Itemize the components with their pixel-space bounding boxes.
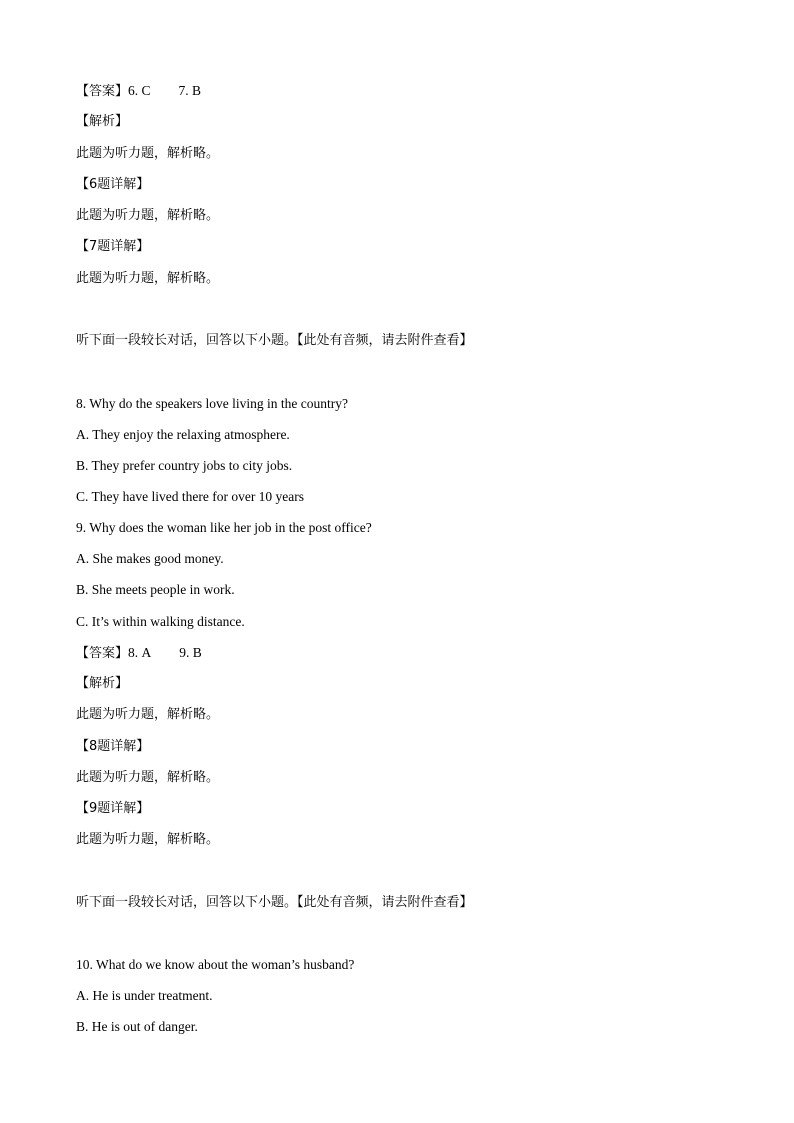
question-8: 8. Why do the speakers love living in the country? [76, 396, 348, 411]
detail-7-text: 此题为听力题，解析略。 [76, 271, 220, 286]
answer-line-8-9 [76, 644, 202, 663]
answer-8: 8. A [128, 645, 152, 660]
detail-8-label: 【8题详解】 [76, 739, 150, 754]
answer-line-6-7 [76, 82, 201, 101]
detail-9-label: 【9题详解】 [76, 801, 150, 816]
detail-7-label: 【7题详解】 [76, 239, 150, 254]
question-10-option-b: B. He is out of danger. [76, 1019, 198, 1034]
analysis-text-2: 此题为听力题，解析略。 [76, 707, 220, 722]
question-9-option-c: C. It’s within walking distance. [76, 614, 245, 629]
question-9-option-b: B. She meets people in work. [76, 582, 235, 597]
analysis-label-1: 【解析】 [76, 114, 129, 129]
question-9-option-a: A. She makes good money. [76, 551, 224, 566]
question-8-option-b: B. They prefer country jobs to city jobs. [76, 458, 293, 473]
analysis-label-2: 【解析】 [76, 676, 129, 691]
detail-6-text: 此题为听力题，解析略。 [76, 208, 220, 223]
listening-instruction-2: 听下面一段较长对话，回答以下小题。【此处有音频，请去附件查看】 [76, 895, 473, 910]
answer-label: 【答案】 [76, 646, 129, 661]
listening-instruction-1: 听下面一段较长对话，回答以下小题。【此处有音频，请去附件查看】 [76, 333, 473, 348]
answer-label: 【答案】 [76, 84, 129, 99]
answer-6: 6. C [128, 83, 151, 98]
detail-6-label: 【6题详解】 [76, 177, 150, 192]
question-10: 10. What do we know about the woman’s husband? [76, 957, 355, 972]
question-8-option-c: C. They have lived there for over 10 years [76, 489, 305, 504]
answer-7: 7. B [178, 83, 202, 98]
question-8-option-a: A. They enjoy the relaxing atmosphere. [76, 427, 290, 442]
question-9: 9. Why does the woman like her job in the post office? [76, 520, 372, 535]
detail-9-text: 此题为听力题，解析略。 [76, 832, 220, 847]
detail-8-text: 此题为听力题，解析略。 [76, 770, 220, 785]
answer-9: 9. B [179, 645, 202, 660]
question-10-option-a: A. He is under treatment. [76, 988, 213, 1003]
analysis-text-1: 此题为听力题，解析略。 [76, 146, 220, 161]
